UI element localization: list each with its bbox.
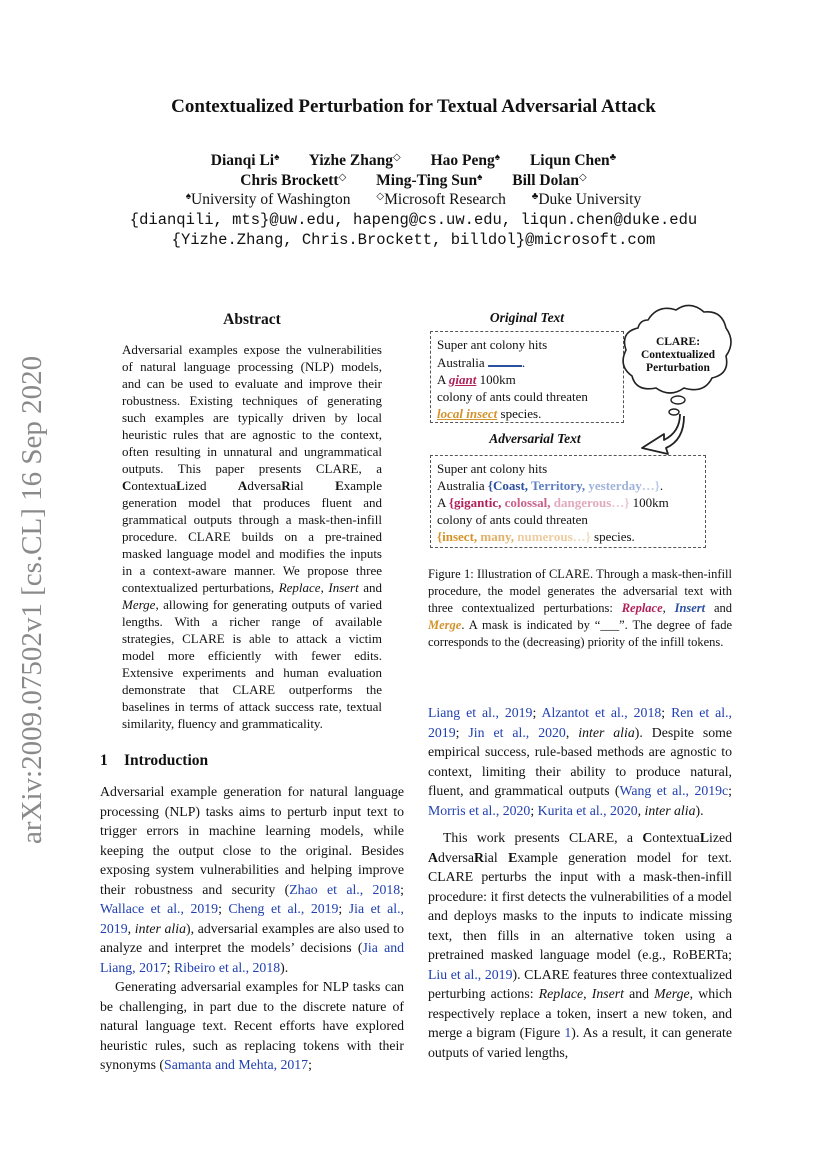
body-text: , bbox=[583, 986, 592, 1001]
author-mark: ◇ bbox=[338, 172, 347, 183]
abstract-text: dversa bbox=[247, 478, 282, 493]
cloud-label bbox=[630, 336, 726, 375]
author-mark: ◇ bbox=[393, 152, 401, 163]
author-name: Bill Dolan bbox=[512, 172, 580, 189]
citation-link[interactable]: Samanta and Mehta, 2017 bbox=[164, 1057, 309, 1072]
term-merge: Merge bbox=[122, 597, 156, 612]
body-text: ontextua bbox=[652, 830, 700, 845]
mask-blank bbox=[488, 353, 522, 367]
body-text: ). CLARE features three contextualized perturbing actions: bbox=[428, 966, 732, 1001]
orig-line bbox=[437, 353, 617, 371]
author-name: Liqun Chen bbox=[529, 152, 610, 169]
author-name: Yizhe Zhang bbox=[308, 152, 394, 169]
intro-paragraph-3 bbox=[428, 703, 732, 820]
abstract-text: , bbox=[320, 580, 329, 595]
orig-text: Australia bbox=[437, 355, 488, 370]
original-text-box bbox=[430, 331, 624, 423]
author-mark: ♠ bbox=[494, 152, 501, 163]
insert-candidate: yesterday bbox=[588, 478, 642, 493]
affil-name: Duke University bbox=[538, 191, 642, 208]
arxiv-stamp: arXiv:2009.07502v1 [cs.CL] 16 Sep 2020 bbox=[16, 355, 48, 844]
abstract-body bbox=[122, 341, 382, 732]
replace-token: giant bbox=[448, 372, 477, 387]
citation-link[interactable]: Jin et al., 2020 bbox=[468, 724, 566, 740]
citation-link[interactable]: Alzantot et al., 2018 bbox=[541, 705, 662, 720]
body-text: ). As a result, it can generate outputs of varied lengths, bbox=[428, 1025, 732, 1060]
abstract-heading: Abstract bbox=[223, 311, 281, 328]
emails-line-2: {Yizhe.Zhang, Chris.Brockett, billdol}@microsoft.com bbox=[171, 231, 656, 249]
body-text: ; bbox=[728, 783, 733, 798]
citation-link[interactable]: Liu et al., 2019 bbox=[428, 966, 513, 982]
body-text: ). bbox=[280, 959, 289, 975]
body-text: ized bbox=[709, 830, 732, 845]
abstract-text: xample bbox=[343, 478, 383, 493]
merge-candidate: …} bbox=[572, 529, 591, 544]
acronym-letter: E bbox=[508, 849, 518, 865]
intro-paragraph-2 bbox=[100, 977, 404, 1075]
affil-mark: ◇ bbox=[376, 191, 385, 202]
abstract-text: generation model that produces fluent and grammatical outputs through a mask-then-infill procedure. CLARE builds on a pre-trained masked language model and modifies the inputs in a context-aware manner. We propose three contextualized perturbations, bbox=[122, 495, 382, 595]
author-mark: ♠ bbox=[274, 152, 280, 163]
orig-line bbox=[437, 405, 617, 422]
body-text: xample bbox=[517, 849, 558, 865]
citation-link[interactable]: Ren et al., 2019 bbox=[428, 705, 733, 740]
body-text: This work presents CLARE, a bbox=[443, 830, 643, 845]
emails-line-1: {dianqili, mts}@uw.edu, hapeng@cs.uw.edu, liqun.chen@duke.edu bbox=[129, 211, 698, 229]
body-text: ; bbox=[530, 802, 538, 818]
body-text: ; bbox=[661, 705, 672, 720]
insert-candidate: Territory, bbox=[531, 478, 589, 493]
body-text: ; bbox=[455, 724, 469, 740]
body-text: ). bbox=[695, 802, 704, 818]
acronym-letter: A bbox=[237, 478, 248, 493]
merge-candidate: {insect, bbox=[437, 529, 481, 544]
body-text: dversa bbox=[437, 849, 474, 865]
adv-line bbox=[437, 477, 699, 494]
intro-paragraph-4 bbox=[428, 828, 732, 1062]
cloud-bubble bbox=[671, 396, 685, 404]
citation-link[interactable]: Wallace et al., 2019 bbox=[100, 901, 219, 916]
adv-line: Super ant colony hits bbox=[437, 461, 548, 476]
orig-line bbox=[437, 371, 617, 388]
citation-link[interactable]: Jia et al., 2019 bbox=[100, 901, 404, 936]
body-text: , bbox=[565, 724, 579, 740]
term-merge: Merge bbox=[654, 986, 690, 1001]
caption-text: and bbox=[705, 601, 732, 615]
affil-name: University of Washington bbox=[191, 191, 351, 208]
citation-link[interactable]: Wang et al., 2019c bbox=[619, 783, 729, 798]
adv-text: 100km bbox=[629, 495, 669, 510]
citation-link[interactable]: Zhao et al., 2018 bbox=[289, 881, 401, 897]
term-insert: Insert bbox=[328, 580, 359, 595]
body-text: ; bbox=[218, 901, 229, 916]
acronym-letter: R bbox=[473, 849, 484, 865]
figure-caption bbox=[428, 566, 732, 651]
cloud-line: Contextualized bbox=[640, 349, 716, 361]
adv-line bbox=[437, 528, 699, 545]
body-text: ; bbox=[338, 901, 349, 916]
body-text: , which respectively replace a token, insert a new token, and merge a bigram (Figure bbox=[428, 986, 732, 1040]
affiliations bbox=[0, 191, 827, 209]
replace-candidate: {gigantic, bbox=[448, 495, 505, 510]
citation-link[interactable]: Liang et al., 2019 bbox=[428, 705, 533, 720]
body-text: , bbox=[637, 802, 645, 818]
authors-line-1 bbox=[0, 152, 827, 170]
adv-text: Australia bbox=[437, 478, 488, 493]
body-text: ; bbox=[166, 959, 174, 975]
term-insert: Insert bbox=[674, 601, 706, 615]
acronym-letter: C bbox=[642, 830, 653, 845]
body-text: generation model for text. CLARE perturbs the input with a mask-then-infill procedure: it first detects the vulnerabilities of a model and deploys masks to the inputs to indicate missing text, then fills in an alternative token using a pretrained masked language model (e.g., RoBERTa; bbox=[428, 849, 733, 962]
body-text: ial bbox=[483, 849, 498, 865]
intro-paragraph-1 bbox=[100, 782, 404, 977]
body-text: ), adversarial examples are also used to analyze and interpret the models’ decisions ( bbox=[100, 920, 404, 955]
term-replace: Replace bbox=[621, 601, 663, 615]
original-text-label: Original Text bbox=[489, 310, 565, 325]
body-text: ). Despite some empirical success, rule-based methods are agnostic to context, limiting their ability to produce natural, fluent, and grammatical outputs ( bbox=[428, 724, 732, 798]
abstract-text: ontextua bbox=[131, 478, 177, 493]
acronym-letter: A bbox=[428, 849, 438, 865]
merge-candidate: many, bbox=[480, 529, 518, 544]
citation-link[interactable]: Cheng et al., 2019 bbox=[228, 901, 339, 916]
author-mark: ◇ bbox=[579, 172, 587, 183]
caption-text: , bbox=[662, 601, 666, 615]
intro-right-column bbox=[428, 703, 732, 1062]
author-mark: ♠ bbox=[477, 172, 483, 183]
affil-name: Microsoft Research bbox=[384, 191, 506, 208]
author-mark: ♣ bbox=[609, 152, 617, 163]
body-text: ; bbox=[532, 705, 542, 720]
author-name: Hao Peng bbox=[430, 152, 495, 169]
insert-candidate: {Coast, bbox=[487, 478, 532, 493]
abstract-text: and bbox=[358, 580, 383, 595]
citation-link[interactable]: Kurita et al., 2020 bbox=[537, 802, 638, 818]
arrow-shape bbox=[642, 414, 684, 454]
replace-candidate: dangerous bbox=[553, 495, 612, 510]
affil-mark: ♠ bbox=[185, 191, 192, 202]
citation-link[interactable]: Morris et al., 2020 bbox=[428, 802, 531, 818]
paper-title: Contextualized Perturbation for Textual Adversarial Attack bbox=[171, 96, 656, 117]
orig-line: Super ant colony hits bbox=[437, 337, 548, 352]
figure-ref-link[interactable]: 1 bbox=[564, 1025, 572, 1040]
adversarial-text-box bbox=[430, 455, 706, 548]
author-name: Ming-Ting Sun bbox=[376, 172, 478, 189]
caption-text: Figure 1: Illustration of CLARE. Through a mask-then-infill procedure, the model generates the adversarial text with three contextualized perturbations: bbox=[428, 567, 732, 615]
body-text: ; bbox=[308, 1057, 312, 1072]
merge-candidate: numerous bbox=[517, 529, 573, 544]
body-text: inter alia bbox=[578, 724, 635, 740]
abstract-text: Adversarial examples expose the vulnerabilities of natural language processing (NLP) models, and can be used to evaluate and improve their robustness. Existing techniques of generating such examples are typically driven by local heuristic rules that are agnostic to the context, often resulting in unnatural and ungrammatical outputs. This paper presents CLARE, a bbox=[122, 342, 382, 476]
term-replace: Replace bbox=[278, 580, 321, 595]
adv-text: A bbox=[437, 495, 449, 510]
term-merge: Merge bbox=[428, 618, 462, 632]
body-text: and bbox=[623, 986, 655, 1001]
acronym-letter: C bbox=[122, 478, 132, 493]
adv-line: colony of ants could threaten bbox=[437, 512, 588, 527]
affil-mark: ♣ bbox=[531, 191, 539, 202]
citation-link[interactable]: Ribeiro et al., 2018 bbox=[173, 959, 281, 975]
acronym-letter: L bbox=[699, 830, 710, 845]
adversarial-text-label: Adversarial Text bbox=[489, 431, 581, 446]
replace-candidate: colossal, bbox=[504, 495, 554, 510]
body-text: , bbox=[127, 920, 135, 936]
section-number: 1 bbox=[100, 752, 108, 769]
author-name: Chris Brockett bbox=[240, 172, 339, 189]
authors-line-2 bbox=[0, 172, 827, 190]
abstract-text: ial bbox=[290, 478, 304, 493]
acronym-letter: R bbox=[281, 478, 291, 493]
cloud-line: Perturbation bbox=[646, 362, 710, 374]
orig-text: A bbox=[437, 372, 449, 387]
orig-text: 100km bbox=[476, 372, 516, 387]
adv-text: . bbox=[659, 478, 664, 493]
term-insert: Insert bbox=[591, 986, 624, 1001]
orig-text: species. bbox=[497, 406, 542, 421]
intro-left-column bbox=[100, 782, 404, 1075]
section-heading bbox=[100, 752, 208, 770]
citation-link[interactable]: Jia and Liang, 2017 bbox=[100, 940, 404, 975]
abstract-text: , allowing for generating outputs of varied lengths. With a richer range of available strategies, CLARE is able to attack a victim model more efficiently with fewer edits. Extensive experiments and human evaluation demonstrate that CLARE outperforms the baselines in terms of attack success rate, textual similarity, fluency and grammaticality. bbox=[122, 597, 382, 731]
body-text: inter alia bbox=[644, 802, 696, 818]
replace-candidate: …} bbox=[611, 495, 630, 510]
section-title: Introduction bbox=[124, 752, 209, 769]
abstract-text: ized bbox=[184, 478, 207, 493]
author-name: Dianqi Li bbox=[210, 152, 275, 169]
adv-text: species. bbox=[590, 529, 635, 544]
body-text: inter alia bbox=[134, 920, 186, 936]
cloud-line: CLARE: bbox=[655, 336, 701, 348]
orig-line: colony of ants could threaten bbox=[437, 389, 588, 404]
insert-candidate: …} bbox=[641, 478, 660, 493]
acronym-letter: L bbox=[176, 478, 185, 493]
orig-text: . bbox=[521, 355, 526, 370]
body-text: ; bbox=[400, 881, 404, 897]
merge-token: local insect bbox=[437, 406, 498, 421]
term-replace: Replace bbox=[538, 986, 584, 1001]
adv-line bbox=[437, 494, 699, 511]
acronym-letter: E bbox=[335, 478, 344, 493]
caption-text: . A mask is indicated by “___”. The degree of fade corresponds to the (decreasing) priority of the infill tokens. bbox=[428, 618, 732, 649]
body-text: Adversarial example generation for natural language processing (NLP) tasks aims to perturb input text to trigger errors in machine learning models, while keeping the output close to the original. Besides exposing system vulnerabilities and helping improve their robustness and security ( bbox=[100, 784, 404, 897]
body-text: Generating adversarial examples for NLP tasks can be challenging, in part due to the discrete nature of natural language text. Recent efforts have explored heuristic rules, such as replacing tokens with their synonyms ( bbox=[100, 979, 404, 1072]
